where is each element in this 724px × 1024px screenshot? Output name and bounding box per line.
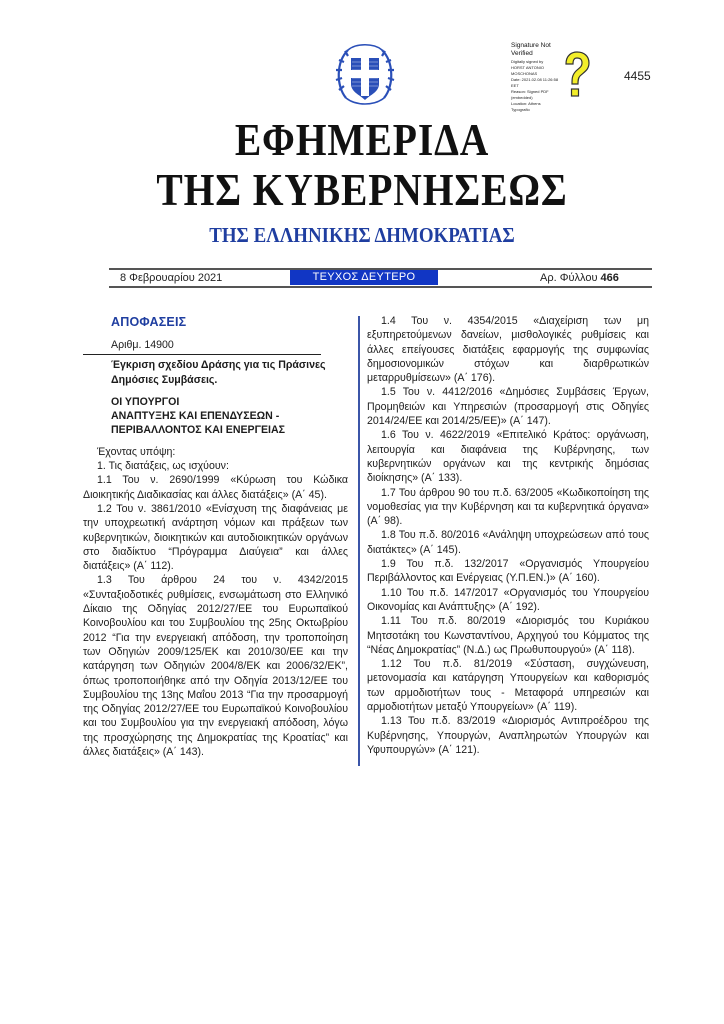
sheet-label: Αρ. Φύλλου bbox=[540, 272, 598, 284]
paragraph: 1.12 Του π.δ. 81/2019 «Σύσταση, συγχώνευση, μετονομασία και κατάργηση Υπουργείων και καθορισμός των αρμοδιοτήτων τους - Μεταφορά υπηρεσιών και αρμοδιοτήτων μεταξύ Υπουργείων» (Α΄ 119). bbox=[367, 658, 649, 714]
ministers-line: ΟΙ ΥΠΟΥΡΓΟΙ bbox=[111, 395, 180, 408]
signature-details: Digitally signed by HORST ANTONIO MOSCHONAS Date: 2021.02.08 11:26:58 EET Reason: Signed PDF (embedded) Location: Athens Typografio bbox=[511, 59, 559, 112]
sheet-number bbox=[540, 271, 619, 285]
signature-status: Signature Not Verified bbox=[511, 42, 551, 57]
laurel-right bbox=[382, 50, 391, 98]
decision-number: Αριθμ. 14900 bbox=[83, 338, 321, 355]
issue-date: 8 Φεβρουαρίου 2021 bbox=[120, 272, 223, 284]
cross-horizontal bbox=[351, 70, 379, 78]
question-mark-icon bbox=[561, 50, 591, 102]
paragraph: Έχοντας υπόψη: bbox=[97, 445, 176, 458]
paragraph: 1.13 Του π.δ. 83/2019 «Διορισμός Αντιπροέδρου της Κυβέρνησης, Υπουργών, Αναπληρωτών Υπουργών και Υφυπουργών» (Α΄ 121). bbox=[367, 715, 649, 756]
paragraph: 1. Τις διατάξεις, ως ισχύουν: bbox=[97, 460, 229, 473]
paragraph: 1.4 Του ν. 4354/2015 «Διαχείριση των μη εξυπηρετούμενων δανείων, μισθολογικές ρυθμίσεις και άλλες επείγουσες διατάξεις εφαρμογής της συμφωνίας δημοσιονομικών στόχων και διαρθρωτικών μεταρρυθμίσεων» (Α΄ 176). bbox=[367, 315, 649, 385]
paragraph: 1.1 Του ν. 2690/1999 «Κύρωση του Κώδικα Διοικητικής Διαδικασίας και άλλες διατάξεις» (Α΄ 45). bbox=[83, 474, 348, 501]
gazette-title-line2: ΤΗΣ ΚΥΒΕΡΝΗΣΕΩΣ bbox=[156, 164, 568, 215]
paragraph: 1.6 Του ν. 4622/2019 «Επιτελικό Κράτος: οργάνωση, λειτουργία και διαφάνεια της Κυβέρνησης, των κυβερνητικών οργάνων και της κεντρικής δημόσιας διοίκησης» (Α΄ 133). bbox=[367, 429, 649, 485]
paragraph: 1.2 Του ν. 3861/2010 «Ενίσχυση της διαφάνειας με την υποχρεωτική ανάρτηση νόμων και πράξεων των κυβερνητικών, διοικητικών και αυτοδιοικητικών οργάνων στο διαδίκτυο “Πρόγραμμα Διαύγεια” και άλλες διατάξεις» (Α΄ 112). bbox=[83, 502, 348, 573]
paragraph: 1.9 Του π.δ. 132/2017 «Οργανισμός Υπουργείου Περιβάλλοντος και Ενέργειας (Υ.Π.ΕΝ.)» (Α΄ 160). bbox=[367, 558, 649, 585]
sheet-number-value: 466 bbox=[600, 272, 619, 284]
paragraph: 1.7 Του άρθρου 90 του π.δ. 63/2005 «Κωδικοποίηση της νομοθεσίας για την Κυβέρνηση και τα κυβερνητικά όργανα» (Α΄ 98). bbox=[367, 486, 649, 528]
header-rule-bottom bbox=[109, 286, 652, 288]
ministers-line: ΠΕΡΙΒΑΛΛΟΝΤΟΣ ΚΑΙ ΕΝΕΡΓΕΙΑΣ bbox=[111, 424, 286, 437]
paragraph: 1.5 Του ν. 4412/2016 «Δημόσιες Συμβάσεις Έργων, Προμηθειών και Υπηρεσιών (προσαρμογή στις Οδηγίες 2014/24/ΕΕ και 2014/25/ΕΕ)» (Α΄ 147). bbox=[367, 386, 649, 428]
paragraph: 1.8 Του π.δ. 80/2016 «Ανάληψη υποχρεώσεων από τους διατάκτες» (Α΄ 145). bbox=[367, 529, 649, 556]
gazette-title-line1: ΕΦΗΜΕΡΙΔΑ bbox=[234, 114, 490, 165]
ministers-heading bbox=[111, 395, 348, 438]
laurel-left bbox=[339, 50, 348, 98]
paragraph: 1.10 Του π.δ. 147/2017 «Οργανισμός του Υπουργείου Οικονομίας και Ανάπτυξης» (Α΄ 192). bbox=[367, 586, 649, 613]
left-column bbox=[83, 312, 348, 759]
paragraph: 1.3 Του άρθρου 24 του ν. 4342/2015 «Συνταξιοδοτικές ρυθμίσεις, ενσωμάτωση στο Ελληνικό Δίκαιο της Οδηγίας 2012/27/ΕΕ του Ευρωπαϊκού Κοινοβουλίου και του Συμβουλίου της 25ης Οκτωβρίου 2012 “Για την ενεργειακή απόδοση, την τροποποίηση των Οδηγιών 2009/125/ΕΚ και 2010/30/ΕΕ και την κατάργηση των Οδηγιών 2004/8/ΕΚ και 2006/32/ΕΚ”, όπως τροποποιήθηκε από την Οδηγία 2013/12/ΕΕ του Συμβουλίου της 13ης Μαΐου 2013 “Για την προσαρμογή της Οδηγίας 2012/27/ΕΕ του Ευρωπαϊκού Κοινοβουλίου και του Συμβουλίου για την ενεργειακή απόδοση, λόγω της προσχώρησης της Δημοκρατίας της Κροατίας” και άλλες διατάξεις» (Α΄ 143). bbox=[83, 574, 348, 759]
decision-subject: Έγκριση σχεδίου Δράσης για τις Πράσινες Δημόσιες Συμβάσεις. bbox=[111, 359, 326, 386]
gazette-subtitle: ΤΗΣ ΕΛΛΗΝΙΚΗΣ ΔΗΜΟΚΡΑΤΙΑΣ bbox=[209, 223, 515, 247]
issue-series-badge: ΤΕΥΧΟΣ ΔΕΥΤΕΡΟ bbox=[290, 270, 438, 285]
signature-stamp[interactable] bbox=[511, 42, 595, 116]
paragraph: 1.11 Του π.δ. 80/2019 «Διορισμός του Κυριάκου Μητσοτάκη του Κωνσταντίνου, Αρχηγού του Κόμματος της “Νέας Δημοκρατίας” (Ν.Δ.) ως Πρωθυπουργού» (Α΄ 118). bbox=[367, 615, 649, 656]
section-title: ΑΠΟΦΑΣΕΙΣ bbox=[111, 315, 187, 329]
right-column bbox=[367, 314, 649, 757]
greek-coat-of-arms-emblem bbox=[334, 40, 396, 110]
column-divider bbox=[358, 316, 360, 766]
ministers-line: ΑΝΑΠΤΥΞΗΣ ΚΑΙ ΕΠΕΝΔΥΣΕΩΝ - bbox=[111, 410, 280, 423]
page-number: 4455 bbox=[624, 69, 651, 83]
